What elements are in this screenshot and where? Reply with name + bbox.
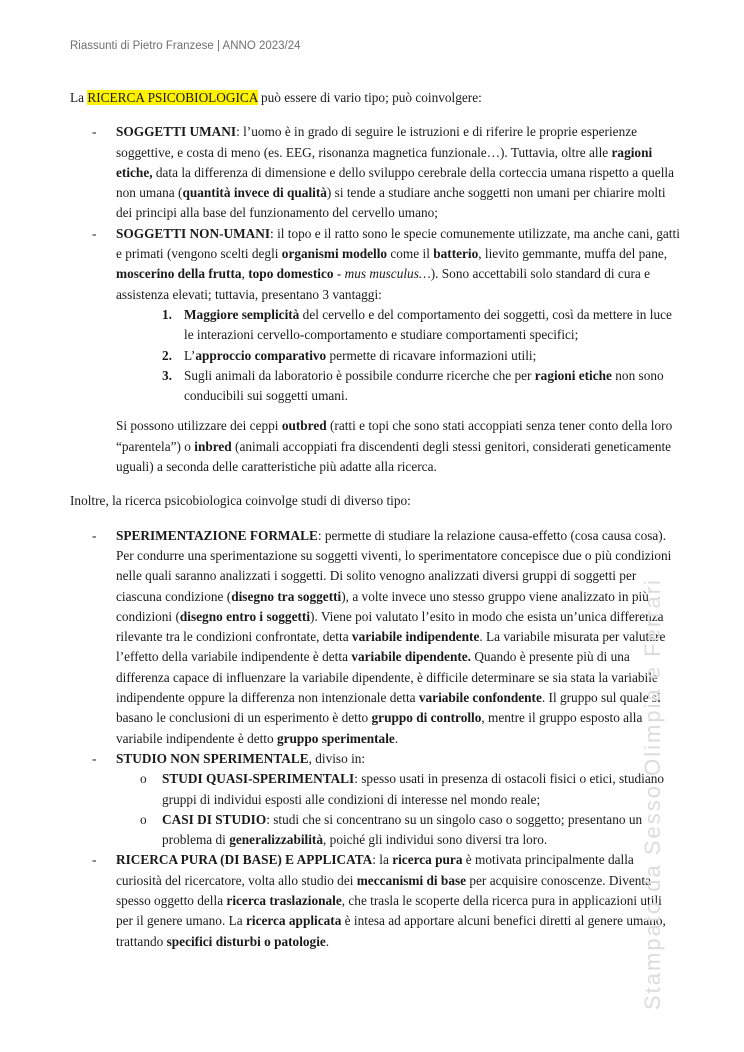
- highlighted-term: RICERCA PSICOBIOLOGICA: [87, 90, 258, 105]
- item-title: SOGGETTI NON-UMANI: [116, 225, 271, 241]
- item-title: SPERIMENTAZIONE FORMALE: [116, 527, 318, 543]
- list-item: o CASI DI STUDIO: studi che si concentrano su un singolo caso o soggetto; presentano un problema di generalizzabilità, poiché gli individui sono diversi tra loro.: [140, 811, 643, 848]
- list-item-human-subjects: - SOGGETTI UMANI: l’uomo è in grado di seguire le istruzioni e di riferire le proprie esperienze soggettive, e costa di meno (es. EEG, risonanza magnetica funzionale…). Tuttavia, oltre alle ragioni etiche, data la differenza di dimensione e dello sviluppo cerebrale della corteccia umana rispetto a quella non umana (quantità invece di qualità) si tende a studiare anche soggetti non umani per chiarire molti dei principi alla base del funzionamento del cervello umano;: [70, 122, 680, 223]
- list-item: 3. Sugli animali da laboratorio è possibile condurre ricerche che per ragioni etiche non sono conducibili sui soggetti umani.: [162, 367, 664, 404]
- list-item: 1. Maggiore semplicità del cervello e del comportamento dei soggetti, così da mettere in luce le interazioni cervello-comportamento e studiare comportamenti specifici;: [162, 306, 672, 343]
- list-item-nonhuman-subjects: - SOGGETTI NON-UMANI: il topo e il ratto sono le specie comunemente utilizzate, ma anche cani, gatti e primati (vengono scelti degli organismi modello come il batterio, lievito gemmante, muffa del pane, moscerino della frutta, topo domestico - mus musculus…). Sono accettabili solo standard di cura e assistenza elevati; tuttavia, presentano 3 vantaggi: 1. Maggiore semplicità del cervello e del comportamento dei soggetti, così da mettere in luce le interazioni cervello-comportamento e studiare comportamenti specifici; 2. L’approccio comparativo permette di ricavare informazioni utili; 3. Sugli animali da laboratorio è possibile condurre ricerche che per ragioni etiche non sono conducibili sui soggetti umani. Si possono utilizzare dei ceppi outbred (ratti e topi che sono stati accoppiati senza tener conto della loro “parentela”) o inbred (animali accoppiati fra discendenti degli stessi genitori, considerati geneticamente uguali) a seconda delle caratteristiche più adatte alla ricerca.: [70, 224, 680, 478]
- intro-prefix: La: [70, 90, 88, 105]
- list-item-pure-applied-research: - RICERCA PURA (DI BASE) E APPLICATA: la ricerca pura è motivata principalmente dalla curiosità del ricercatore, volta allo studio dei meccanismi di base per acquisire conoscenze. Diventa spesso oggetto della ricerca traslazionale, che trasla le scoperte della ricerca pura in applicazioni utili per il genere umano. La ricerca applicata è intesa ad apportare alcuni benefici diretti al genere umano, trattando specifici disturbi o patologie.: [70, 850, 680, 951]
- intro-suffix: può essere di vario tipo; può coinvolgere:: [257, 90, 482, 105]
- list-item: o STUDI QUASI-SPERIMENTALI: spesso usati in presenza di ostacoli fisici o etici, studiano gruppi di individui esposti alle condizioni di interesse nel mondo reale;: [140, 771, 665, 807]
- nonexp-sublist: [116, 769, 680, 850]
- item-title: SOGGETTI UMANI: [116, 124, 237, 140]
- list-item-formal-experiment: - SPERIMENTAZIONE FORMALE: permette di studiare la relazione causa-effetto (cosa causa cosa). Per condurre una sperimentazione su soggetti viventi, lo sperimentatore concepisce due o più condizioni nelle quali saranno analizzati i soggetti. Di solito venogno analizzati diversi gruppi di soggetti per ciascuna condizione (disegno tra soggetti), a volte invece uno stesso gruppo viene analizzato in più condizioni (disegno entro i soggetti). Viene poi valutato l’esito in modo che esista un’unica differenza rilevante tra le condizioni confrontate, detta variabile indipendente. La variabile misurata per valutare l’effetto della variabile indipendente è detta variabile dipendente. Quando è presente più di una differenza capace di influenzare la variabile dipendente, è difficile determinare se sia stata la variabile indipendente oppure la differenza non intenzionale detta variabile confondente. Il gruppo sul quale si basano le conclusioni di un esperimento è detto gruppo di controllo, mentre il gruppo esposto alla variabile indipendente è detto gruppo sperimentale.: [70, 526, 680, 749]
- item-title: STUDIO NON SPERIMENTALE: [116, 750, 309, 766]
- strains-paragraph: Si possono utilizzare dei ceppi outbred (ratti e topi che sono stati accoppiati senza tener conto della loro “parentela”) o inbred (animali accoppiati fra discendenti degli stessi genitori, considerati geneticamente uguali) a seconda delle caratteristiche più adatte alla ricerca.: [116, 418, 673, 475]
- document-body: [70, 88, 680, 952]
- list-item: 2. L’approccio comparativo permette di ricavare informazioni utili;: [162, 347, 537, 363]
- watermark: Stampato da Sesso Olimpia e Ferrari: [640, 578, 665, 1010]
- list-item-non-experimental: - STUDIO NON SPERIMENTALE, diviso in: o STUDI QUASI-SPERIMENTALI: spesso usati in presenza di ostacoli fisici o etici, studiano gruppi di individui esposti alle condizioni di interesse nel mondo reale; o CASI DI STUDIO: studi che si concentrano su un singolo caso o soggetto; presentano un problema di generalizzabilità, poiché gli individui sono diversi tra loro.: [70, 749, 680, 850]
- item-title: RICERCA PURA (DI BASE) E APPLICATA: [116, 852, 373, 868]
- advantages-list: [116, 305, 680, 406]
- studies-intro: Inoltre, la ricerca psicobiologica coinvolge studi di diverso tipo:: [70, 493, 411, 509]
- studies-list: [70, 526, 680, 952]
- subjects-list: [70, 122, 680, 477]
- page-header: Riassunti di Pietro Franzese | ANNO 2023/24: [70, 40, 301, 52]
- intro-paragraph: [70, 88, 680, 108]
